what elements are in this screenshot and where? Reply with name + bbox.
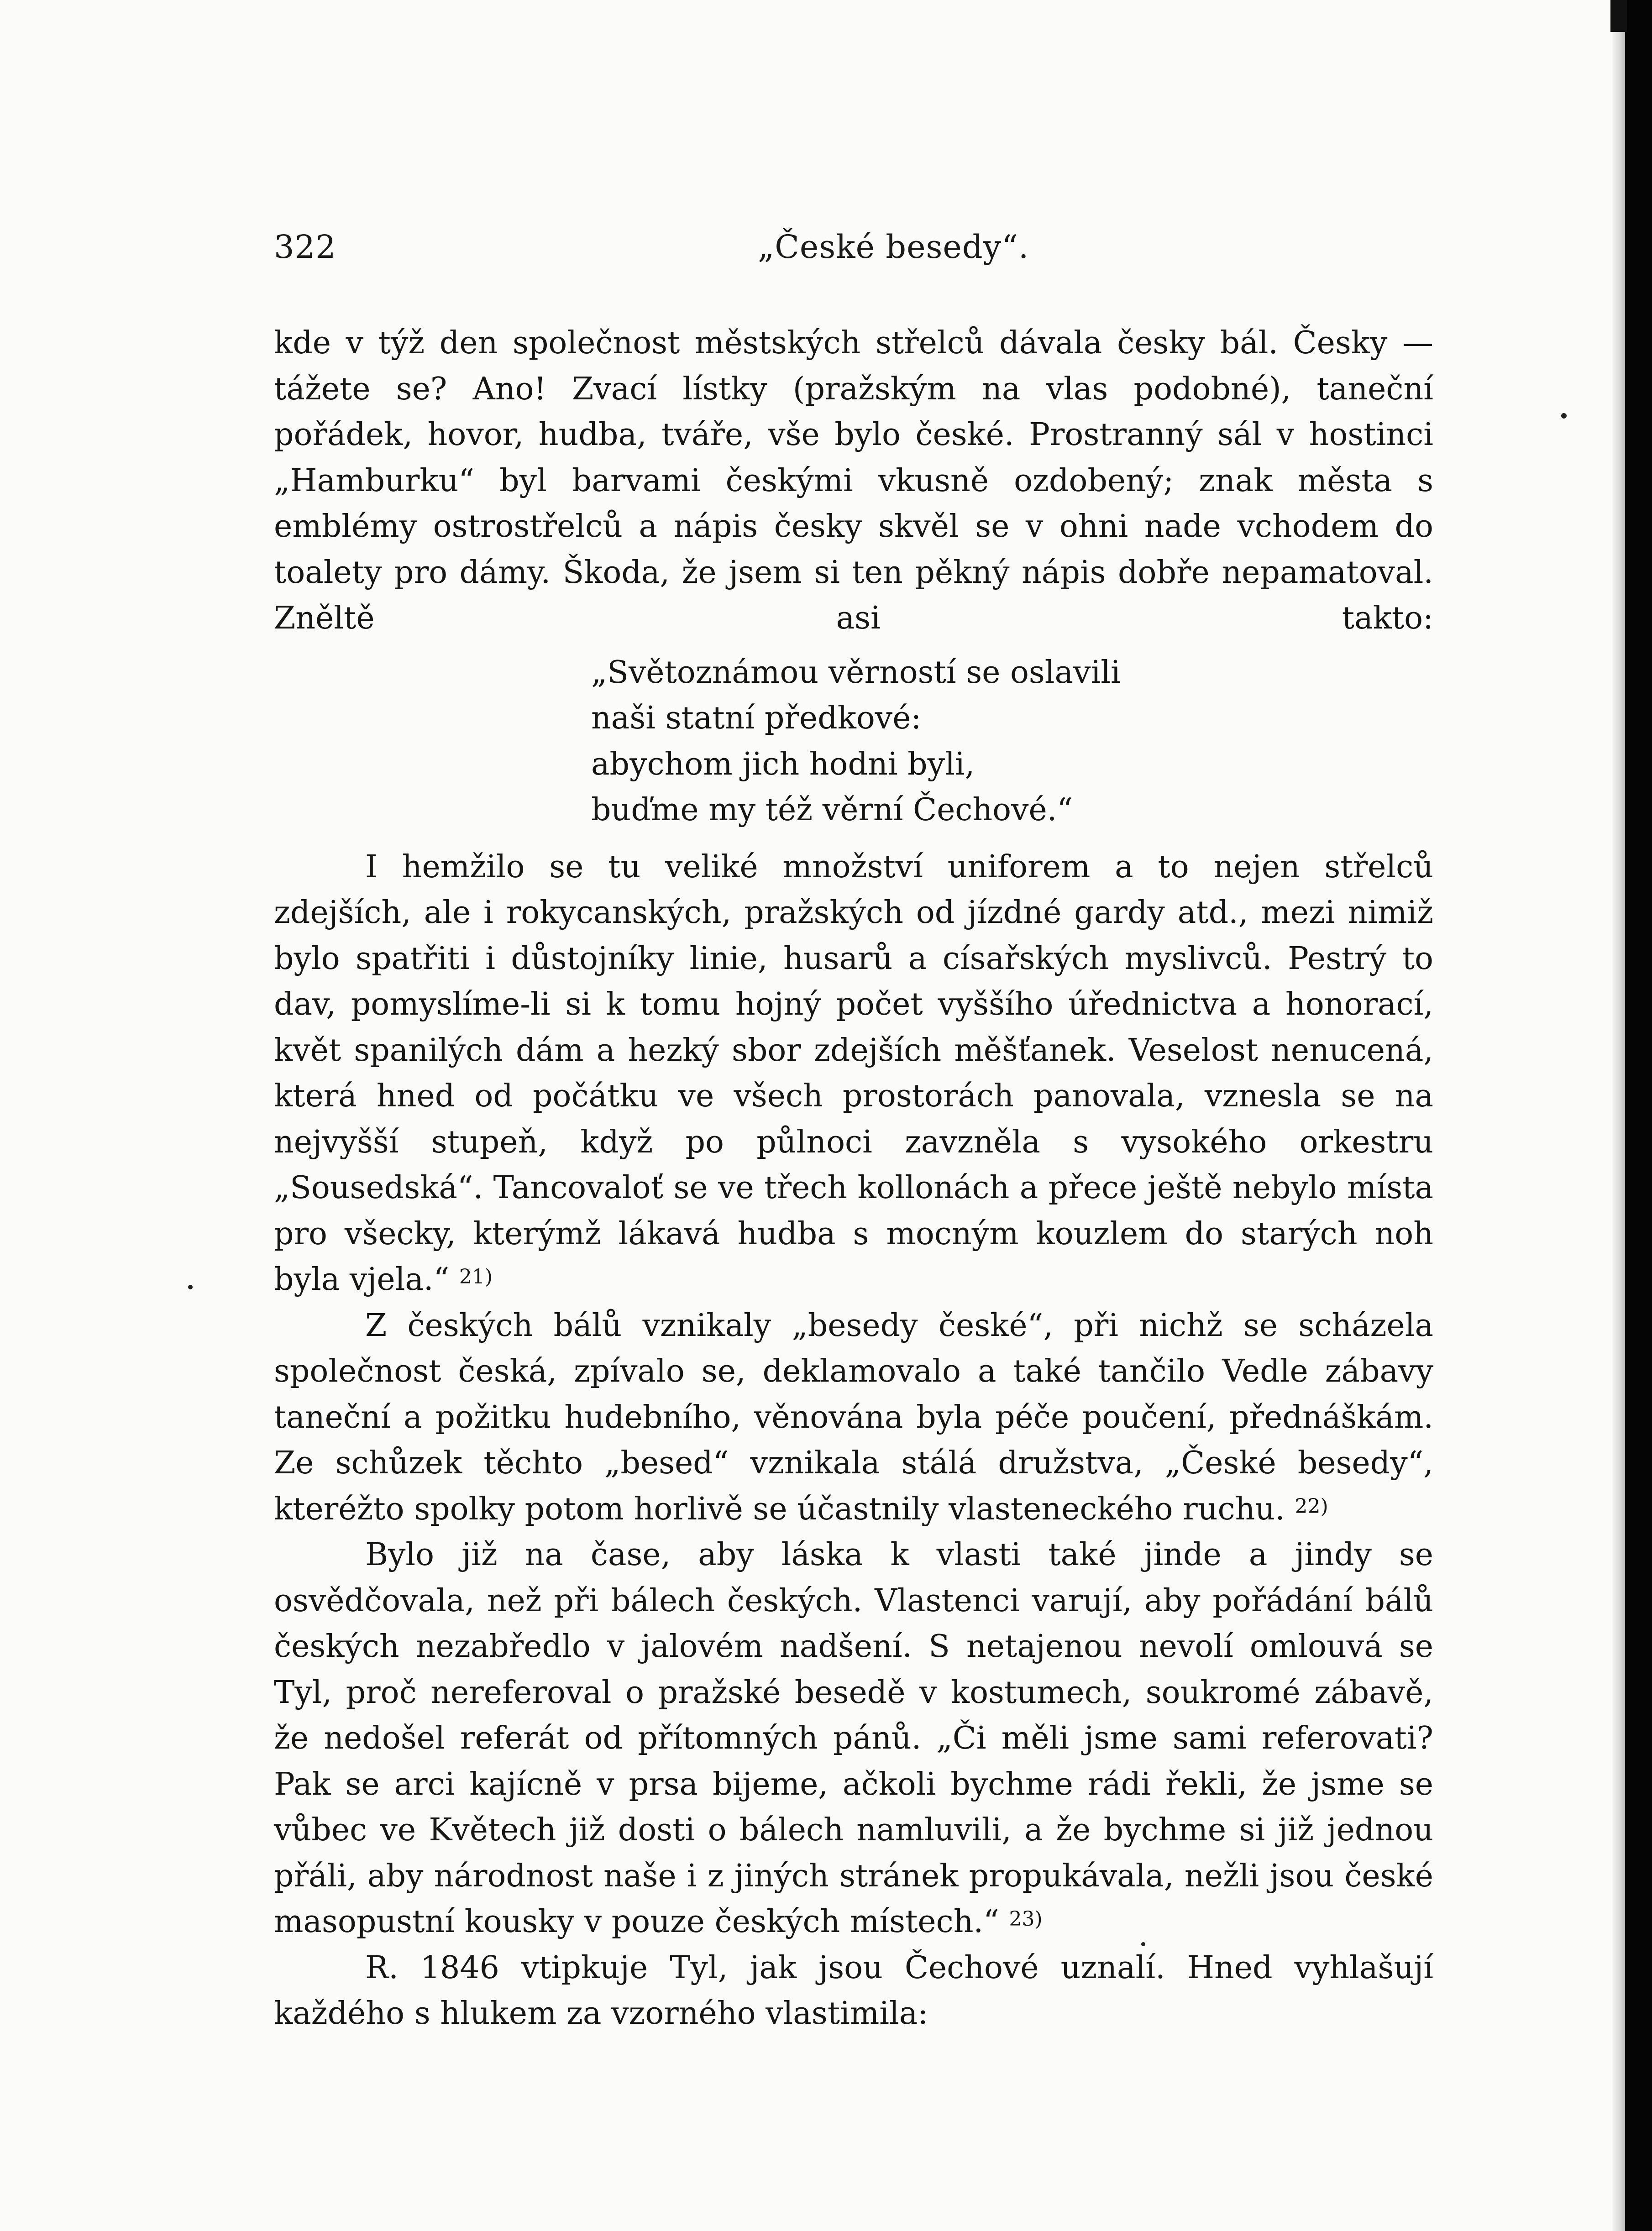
scan-speck [1561, 413, 1567, 419]
scan-corner-mark [1610, 0, 1627, 32]
paragraph-text: R. 1846 vtipkuje Tyl, jak jsou Čechové uznalí. Hned vyhlašují každého s hlukem za vzorného vlastimila: [274, 1949, 1433, 2032]
verse-line: naši statní předkové: [591, 700, 922, 736]
paragraph-text: Z českých bálů vznikaly „besedy české“, při nichž se scházela společnost česká, zpívalo se, deklamovalo a také tančilo Vedle zábavy taneční a požitku hudebního, věnována byla péče poučení, přednáškám. Ze schůzek těchto „besed“ vznikala stálá družstva, „České besedy“, kteréžto spolky potom horlivě se účastnily vlasteneckého ruchu. [274, 1307, 1433, 1527]
footnote-ref: 21) [459, 1265, 493, 1288]
verse-line: buďme my též věrní Čechové.“ [591, 792, 1073, 828]
scan-speck [1141, 1942, 1145, 1946]
page-header [274, 228, 1433, 278]
paragraph-text: I hemžilo se tu veliké množství uniforem a to nejen střelců zdejších, ale i rokycanských, pražských od jízdné gardy atd., mezi nimiž bylo spatřiti i důstojníky linie, husarů a císařských myslivců. Pestrý to dav, pomyslíme-li si k tomu hojný počet vyššího úřednictva a honorací, květ spanilých dám a hezký sbor zdejších měšťanek. Veselost nenucená, která hned od počátku ve všech prostorách panovala, vznesla se na nejvyšší stupeň, když po půlnoci zavzněla s vysokého orkestru „Sousedská“. Tancovaloť se ve třech kollonách a přece ještě nebylo místa pro všecky, kterýmž lákavá hudba s mocným kouzlem do starých noh byla vjela.“ [274, 848, 1433, 1298]
scan-speck [188, 1285, 193, 1289]
page-number: 322 [274, 228, 336, 266]
paragraph [274, 844, 1433, 1303]
footnote-ref: 22) [1295, 1494, 1328, 1518]
paragraph-text: Bylo již na čase, aby láska k vlasti také jinde a jindy se osvědčovala, než při bálech českých. Vlastenci varují, aby pořádání bálů českých nezabředlo v jalovém nadšení. S netajenou nevolí omlouvá se Tyl, proč nereferoval o pražské besedě v kostumech, soukromé zábavě, že nedošel referát od přítomných pánů. „Či měli jsme sami referovati? Pak se arci kajícně v prsa bijeme, ačkoli bychme rádi řekli, že jsme se vůbec ve Květech již dosti o bálech namluvili, a že bychme si již jednou přáli, aby národnost naše i z jiných stránek propukávala, nežli jsou české masopustní kousky v pouze českých místech.“ [274, 1537, 1433, 1940]
verse-line: abychom jich hodni byli, [591, 746, 975, 782]
verse-line: „Světoznámou věrností se oslavili [591, 654, 1121, 691]
paragraph [274, 1945, 1433, 2037]
verse-quote [591, 650, 1433, 833]
paragraph-text: kde v týž den společnost městských střelců dávala česky bál. Česky — tážete se? Ano! Zvací lístky (pražským na vlas podobné), taneční pořádek, hovor, hudba, tváře, vše bylo české. Prostranný sál v hostinci „Hamburku“ byl barvami českými vkusně ozdobený; znak města s emblémy ostrostřelců a nápis česky skvěl se v ohni nade vchodem do toalety pro dámy. Škoda, že jsem si ten pěkný nápis dobře nepamatoval. Zněltě asi takto: [274, 325, 1433, 636]
paragraph [274, 1532, 1433, 1945]
running-title: „České besedy“. [758, 228, 1029, 266]
page-edge-shadow [1612, 0, 1625, 2231]
paragraph [274, 1303, 1433, 1533]
footnote-ref: 23) [1009, 1907, 1043, 1931]
scan-border [1625, 0, 1652, 2231]
body-text [274, 320, 1433, 2037]
paragraph [274, 320, 1433, 642]
